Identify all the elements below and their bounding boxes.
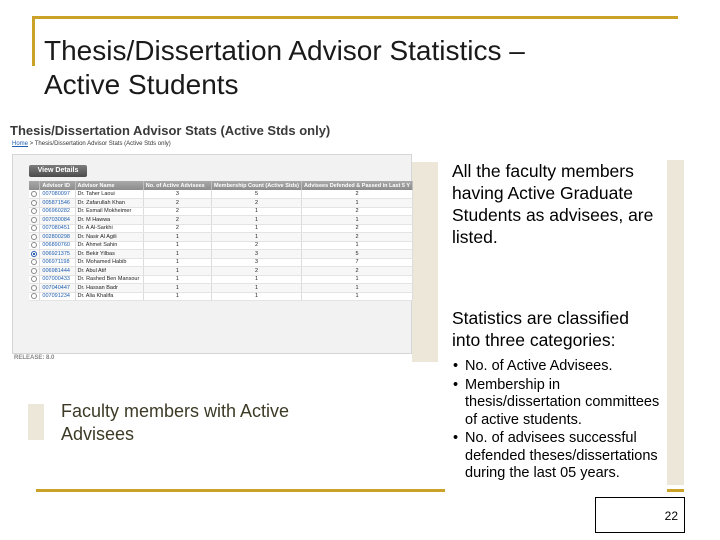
defended-passed-cell: 2 [302, 190, 413, 199]
advisor-name-cell: Dr. Hassan Badr [75, 284, 143, 293]
advisor-name-cell: Dr. Bekir Yilbas [75, 250, 143, 259]
advisor-name-cell: Dr. Taher Laoui [75, 190, 143, 199]
row-radio-button[interactable] [31, 268, 37, 274]
membership-count-cell: 3 [212, 250, 302, 259]
caption-text [61, 400, 361, 446]
advisor-id-cell[interactable]: 005871546 [40, 199, 75, 208]
membership-count-cell: 1 [212, 224, 302, 233]
row-radio-button[interactable] [31, 208, 37, 214]
advisor-id-cell[interactable]: 007040447 [40, 284, 75, 293]
slide-title-line1: Thesis/Dissertation Advisor Statistics – [44, 35, 525, 66]
row-select-cell[interactable] [29, 284, 40, 293]
row-select-cell[interactable] [29, 275, 40, 284]
membership-count-cell: 1 [212, 275, 302, 284]
row-radio-button[interactable] [31, 200, 37, 206]
advisor-id-cell[interactable]: 006981444 [40, 267, 75, 276]
row-select-cell[interactable] [29, 250, 40, 259]
row-select-cell[interactable] [29, 190, 40, 199]
notes-bullet-list [452, 358, 666, 484]
table-row[interactable] [29, 233, 413, 242]
row-radio-button[interactable] [31, 293, 37, 299]
column-header-active-advisees[interactable]: No. of Active Advisees [143, 181, 211, 190]
row-radio-button[interactable] [31, 217, 37, 223]
advisor-id-cell[interactable]: 007080097 [40, 190, 75, 199]
advisor-name-cell: Dr. M Hawwa [75, 216, 143, 225]
defended-passed-cell: 2 [302, 207, 413, 216]
defended-passed-cell: 1 [302, 241, 413, 250]
row-select-cell[interactable] [29, 199, 40, 208]
active-advisees-cell: 1 [143, 258, 211, 267]
top-accent-line [32, 16, 678, 19]
row-select-cell[interactable] [29, 241, 40, 250]
row-select-cell[interactable] [29, 292, 40, 301]
slide-title-line2: Active Students [44, 69, 239, 100]
membership-count-cell: 5 [212, 190, 302, 199]
release-label: RELEASE: 8.0 [14, 355, 55, 361]
table-row[interactable] [29, 207, 413, 216]
advisor-name-cell: Dr. Rashed Ben Mansour [75, 275, 143, 284]
breadcrumb-current: Thesis/Dissertation Advisor Stats (Active Stds only) [34, 141, 171, 147]
notes-paragraph-2: Statistics are classified into three categories: [452, 308, 630, 350]
table-row[interactable] [29, 284, 413, 293]
row-select-cell[interactable] [29, 267, 40, 276]
advisor-name-cell: Dr. Ahmet Sahin [75, 241, 143, 250]
advisor-stats-table-body [29, 190, 413, 301]
active-advisees-cell: 2 [143, 207, 211, 216]
row-select-cell[interactable] [29, 216, 40, 225]
advisor-name-cell: Dr. Alia Khalifa [75, 292, 143, 301]
notes-shadow [664, 160, 684, 485]
row-select-cell[interactable] [29, 258, 40, 267]
breadcrumb-separator: > [28, 141, 35, 147]
table-row[interactable] [29, 258, 413, 267]
active-advisees-cell: 3 [143, 190, 211, 199]
breadcrumb-home-link[interactable]: Home [12, 141, 29, 147]
defended-passed-cell: 1 [302, 199, 413, 208]
active-advisees-cell: 2 [143, 216, 211, 225]
page-number-box [595, 497, 685, 533]
membership-count-cell: 1 [212, 216, 302, 225]
row-radio-button[interactable] [31, 225, 37, 231]
defended-passed-cell: 1 [302, 275, 413, 284]
defended-passed-cell: 1 [302, 216, 413, 225]
advisor-name-cell: Dr. Nasir Al Agili [75, 233, 143, 242]
defended-passed-cell: 5 [302, 250, 413, 259]
membership-count-cell: 1 [212, 292, 302, 301]
defended-passed-cell: 1 [302, 284, 413, 293]
table-row[interactable] [29, 275, 413, 284]
row-radio-button[interactable] [31, 242, 37, 248]
column-header-membership-count[interactable]: Membership Count (Active Stds) [212, 181, 302, 190]
advisor-id-cell[interactable]: 006921375 [40, 250, 75, 259]
view-details-button[interactable]: View Details [29, 165, 87, 177]
defended-passed-cell: 2 [302, 233, 413, 242]
notes-bullet-item: • No. of advisees successful defended theses/dissertations during the last 05 years. [452, 430, 666, 483]
notes-bullet-item: • No. of Active Advisees. [452, 358, 666, 376]
advisor-id-cell[interactable]: 007030084 [40, 216, 75, 225]
advisor-id-cell[interactable]: 006971198 [40, 258, 75, 267]
row-radio-button[interactable] [31, 251, 37, 257]
membership-count-cell: 1 [212, 284, 302, 293]
advisor-id-cell[interactable]: 007080451 [40, 224, 75, 233]
page-number: 22 [664, 509, 678, 523]
column-header-advisor-id[interactable]: Advisor ID [40, 181, 75, 190]
table-row[interactable] [29, 199, 413, 208]
column-header-select [29, 181, 40, 190]
row-select-cell[interactable] [29, 224, 40, 233]
table-row[interactable] [29, 292, 413, 301]
advisor-id-cell[interactable]: 006960282 [40, 207, 75, 216]
row-select-cell[interactable] [29, 207, 40, 216]
active-advisees-cell: 1 [143, 292, 211, 301]
advisor-id-cell[interactable]: 007000433 [40, 275, 75, 284]
advisor-id-cell[interactable]: 007091234 [40, 292, 75, 301]
defended-passed-cell: 2 [302, 224, 413, 233]
row-radio-button[interactable] [31, 259, 37, 265]
row-radio-button[interactable] [31, 285, 37, 291]
active-advisees-cell: 2 [143, 224, 211, 233]
active-advisees-cell: 2 [143, 199, 211, 208]
advisor-stats-panel [12, 154, 412, 354]
active-advisees-cell: 1 [143, 241, 211, 250]
advisor-name-cell: Dr. Abul Atif [75, 267, 143, 276]
advisor-id-cell[interactable]: 006890760 [40, 241, 75, 250]
defended-passed-cell: 2 [302, 267, 413, 276]
active-advisees-cell: 1 [143, 250, 211, 259]
table-row[interactable] [29, 216, 413, 225]
membership-count-cell: 1 [212, 207, 302, 216]
row-select-cell[interactable] [29, 233, 40, 242]
active-advisees-cell: 1 [143, 275, 211, 284]
active-advisees-cell: 1 [143, 267, 211, 276]
advisor-stats-table [29, 181, 413, 301]
breadcrumb [12, 141, 420, 153]
membership-count-cell: 1 [212, 233, 302, 242]
advisor-name-cell: Dr. Esmail Mokheimer [75, 207, 143, 216]
row-radio-button[interactable] [31, 276, 37, 282]
table-row[interactable] [29, 267, 413, 276]
membership-count-cell: 3 [212, 258, 302, 267]
advisor-name-cell: Dr. Zafarullah Khan [75, 199, 143, 208]
advisor-name-cell: Dr. A Al-Sarkhi [75, 224, 143, 233]
active-advisees-cell: 1 [143, 284, 211, 293]
table-header-row [29, 181, 413, 190]
column-header-defended-passed[interactable]: Advisees Defended & Passed in Last 5 Y [302, 181, 413, 190]
membership-count-cell: 2 [212, 199, 302, 208]
app-page-header: Thesis/Dissertation Advisor Stats (Active Stds only) [10, 123, 331, 138]
left-accent-line [32, 16, 35, 66]
notes-bullet-item: • Membership in thesis/dissertation committees of active students. [452, 377, 666, 430]
table-row[interactable] [29, 250, 413, 259]
slide-title [44, 34, 644, 102]
advisor-name-cell: Dr. Mohamed Habib [75, 258, 143, 267]
row-radio-button[interactable] [31, 191, 37, 197]
caption-line2: Advisees [61, 424, 135, 444]
panel-shadow [412, 162, 438, 362]
defended-passed-cell: 1 [302, 292, 413, 301]
table-row[interactable] [29, 190, 413, 199]
active-advisees-cell: 1 [143, 233, 211, 242]
membership-count-cell: 2 [212, 267, 302, 276]
membership-count-cell: 2 [212, 241, 302, 250]
caption-line1: Faculty members with Active [61, 401, 290, 421]
column-header-advisor-name[interactable]: Advisor Name [75, 181, 143, 190]
table-row[interactable] [29, 224, 413, 233]
table-row[interactable] [29, 241, 413, 250]
row-radio-button[interactable] [31, 234, 37, 240]
advisor-id-cell[interactable]: 002800298 [40, 233, 75, 242]
notes-paragraph-1: All the faculty members having Active Graduate Students as advisees, are listed. [452, 161, 654, 247]
defended-passed-cell: 7 [302, 258, 413, 267]
